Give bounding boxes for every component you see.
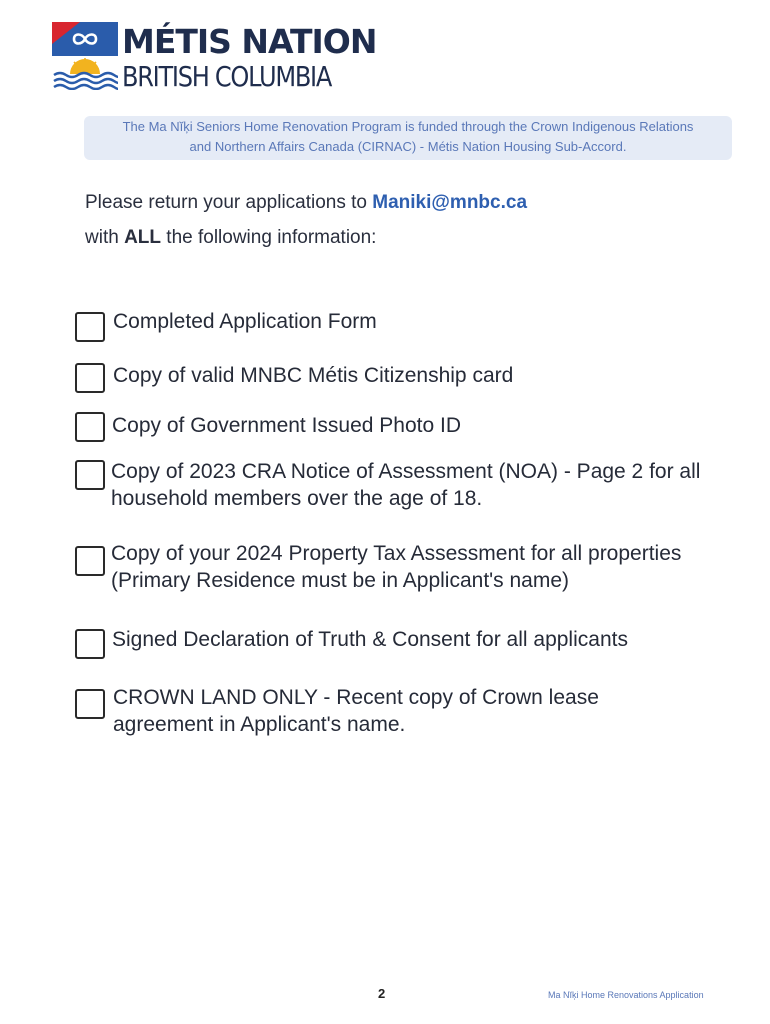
checkbox-cra-noa[interactable]: [75, 460, 105, 490]
footer-document-title: Ma Nĭķi Home Renovations Application: [548, 990, 704, 1000]
checklist-item-text: Copy of your 2024 Property Tax Assessment for all properties: [111, 542, 682, 565]
logo-subtitle: BRITISH COLUMBIA: [122, 60, 332, 93]
mnbc-emblem-icon: [52, 22, 118, 90]
checkbox-property-tax[interactable]: [75, 546, 105, 576]
checklist-item-text: Copy of 2023 CRA Notice of Assessment (NOA) - Page 2 for all: [111, 460, 701, 483]
checklist-item-text: Signed Declaration of Truth & Consent for all applicants: [112, 628, 628, 651]
checkbox-declaration[interactable]: [75, 629, 105, 659]
checklist-item-text-continued: household members over the age of 18.: [111, 487, 483, 510]
funding-note-line-1: The Ma Nĭķi Seniors Home Renovation Program is funded through the Crown Indigenous Relations: [122, 119, 694, 134]
mnbc-logo: [52, 22, 377, 94]
checkbox-citizenship-card[interactable]: [75, 363, 105, 393]
instructions-all: ALL: [124, 227, 162, 248]
email-link[interactable]: Maniki@mnbc.ca: [372, 192, 528, 213]
checklist-item-crown-land: [113, 684, 599, 738]
logo-title: MÉTIS NATION: [122, 22, 377, 61]
instructions-suffix: the following information:: [161, 227, 377, 248]
instructions-line-2: [85, 227, 376, 249]
checklist-item-text: Copy of Government Issued Photo ID: [112, 414, 462, 437]
checkbox-photo-id[interactable]: [75, 412, 105, 442]
checkbox-application-form[interactable]: [75, 312, 105, 342]
checklist-item-text: Completed Application Form: [113, 310, 377, 333]
funding-note: [84, 116, 732, 160]
checklist-item-declaration: [112, 626, 628, 653]
funding-note-line-2: and Northern Affairs Canada (CIRNAC) - Métis Nation Housing Sub-Accord.: [189, 139, 627, 154]
instructions-prefix: Please return your applications to: [85, 192, 373, 213]
checkbox-crown-land[interactable]: [75, 689, 105, 719]
instructions-with: with: [85, 227, 125, 248]
instructions-line-1: [85, 192, 527, 214]
checklist-item-cra-noa: [111, 458, 700, 512]
page-number: 2: [378, 986, 386, 1001]
checklist-item-application-form: [113, 308, 377, 335]
checklist-item-text: Copy of valid MNBC Métis Citizenship card: [113, 364, 514, 387]
checklist-item-citizenship-card: [113, 362, 513, 389]
checklist-item-property-tax: [111, 540, 681, 594]
checklist-item-text-continued: (Primary Residence must be in Applicant's name): [111, 569, 570, 592]
checklist-item-text-continued: agreement in Applicant's name.: [113, 713, 406, 736]
checklist-item-text: CROWN LAND ONLY - Recent copy of Crown lease: [113, 686, 599, 709]
checklist-item-photo-id: [112, 412, 461, 439]
